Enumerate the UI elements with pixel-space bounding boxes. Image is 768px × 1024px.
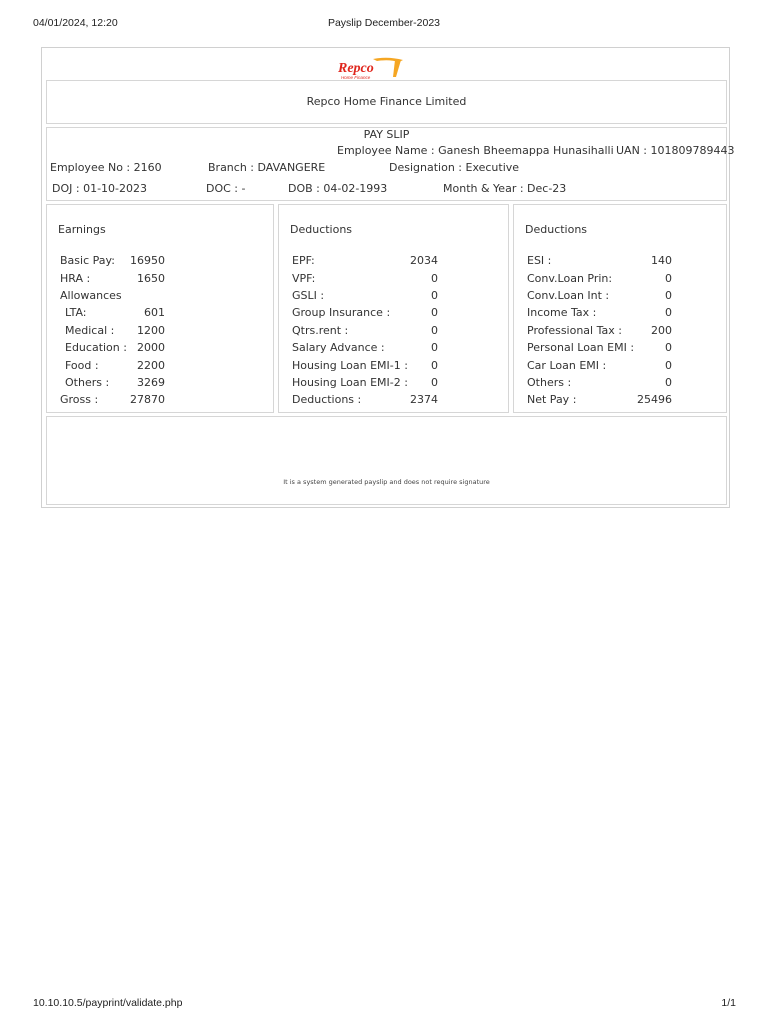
total-deductions-label: Deductions : — [292, 393, 362, 406]
deduction-value: 0 — [431, 359, 438, 372]
deduction-label: Income Tax : — [527, 306, 597, 319]
deduction-label: Conv.Loan Prin: — [527, 272, 613, 285]
gross-label: Gross : — [60, 393, 99, 406]
deduction-label: Others : — [527, 376, 572, 389]
deduction-value: 0 — [665, 341, 672, 354]
branch: Branch : DAVANGERE — [208, 161, 326, 174]
month-year: Month & Year : Dec-23 — [443, 182, 567, 195]
date-of-birth: DOB : 04-02-1993 — [288, 182, 388, 195]
earnings-value: 601 — [144, 306, 165, 319]
earnings-value: 16950 — [130, 254, 165, 267]
earnings-label: Medical : — [65, 324, 115, 337]
net-pay-value: 25496 — [637, 393, 672, 406]
print-footer — [0, 997, 768, 1011]
deduction-label: Housing Loan EMI-2 : — [292, 376, 408, 389]
print-timestamp: 04/01/2024, 12:20 — [33, 17, 118, 29]
deduction-value: 200 — [651, 324, 672, 337]
total-deductions-value: 2374 — [410, 393, 438, 406]
earnings-label: Others : — [65, 376, 110, 389]
deduction-label: EPF: — [292, 254, 315, 267]
earnings-label: Education : — [65, 341, 127, 354]
earnings-label: Allowances — [60, 289, 122, 302]
deduction-value: 0 — [431, 306, 438, 319]
deduction-value: 0 — [431, 324, 438, 337]
uan-number: UAN : 101809789443 — [616, 144, 735, 157]
deduction-value: 0 — [665, 359, 672, 372]
deduction-value: 0 — [665, 376, 672, 389]
deduction-label: Car Loan EMI : — [527, 359, 607, 372]
deduction-label: Conv.Loan Int : — [527, 289, 610, 302]
earnings-label: LTA: — [65, 306, 87, 319]
deduction-label: GSLI : — [292, 289, 325, 302]
deduction-label: Salary Advance : — [292, 341, 385, 354]
deduction-label: Personal Loan EMI : — [527, 341, 635, 354]
earnings-value: 2200 — [137, 359, 165, 372]
earnings-title: Earnings — [58, 223, 106, 236]
deductions-title-1: Deductions — [290, 223, 353, 236]
deduction-value: 0 — [431, 289, 438, 302]
designation: Designation : Executive — [389, 161, 520, 174]
logo-subtext: Home Finance — [341, 75, 371, 80]
earnings-value: 2000 — [137, 341, 165, 354]
logo-text: Repco — [338, 61, 374, 76]
company-name: Repco Home Finance Limited — [306, 95, 467, 108]
employee-number: Employee No : 2160 — [50, 161, 162, 174]
deduction-label: VPF: — [292, 272, 316, 285]
date-of-joining: DOJ : 01-10-2023 — [52, 182, 147, 195]
deduction-value: 0 — [431, 341, 438, 354]
earnings-label: HRA : — [60, 272, 91, 285]
deduction-value: 0 — [431, 376, 438, 389]
print-title: Payslip December-2023 — [327, 17, 441, 29]
employee-name: Employee Name : Ganesh Bheemappa Hunasihalli — [337, 144, 614, 157]
deduction-value: 0 — [665, 272, 672, 285]
deduction-value: 0 — [665, 289, 672, 302]
earnings-value: 3269 — [137, 376, 165, 389]
deduction-label: Housing Loan EMI-1 : — [292, 359, 408, 372]
earnings-label: Basic Pay: — [60, 254, 115, 267]
earnings-value: 1650 — [137, 272, 165, 285]
payslip-title: PAY SLIP — [363, 128, 410, 141]
page-number: 1/1 — [721, 997, 736, 1009]
deduction-value: 0 — [665, 306, 672, 319]
deduction-value: 2034 — [410, 254, 438, 267]
earnings-label: Food : — [65, 359, 99, 372]
signature-box — [46, 416, 727, 505]
gross-value: 27870 — [130, 393, 165, 406]
deduction-label: Professional Tax : — [527, 324, 622, 337]
deduction-value: 140 — [651, 254, 672, 267]
system-generated-note: It is a system generated payslip and does not require signature — [283, 478, 490, 486]
deduction-label: ESI : — [527, 254, 552, 267]
company-logo — [333, 55, 408, 81]
earnings-value: 1200 — [137, 324, 165, 337]
print-header — [0, 17, 768, 31]
deduction-label: Qtrs.rent : — [292, 324, 349, 337]
net-pay-label: Net Pay : — [527, 393, 577, 406]
deduction-value: 0 — [431, 272, 438, 285]
deductions-title-2: Deductions — [525, 223, 588, 236]
print-url: 10.10.10.5/payprint/validate.php — [33, 997, 183, 1009]
logo-mark-icon — [333, 55, 408, 81]
deduction-label: Group Insurance : — [292, 306, 391, 319]
date-of-confirmation: DOC : - — [206, 182, 246, 195]
